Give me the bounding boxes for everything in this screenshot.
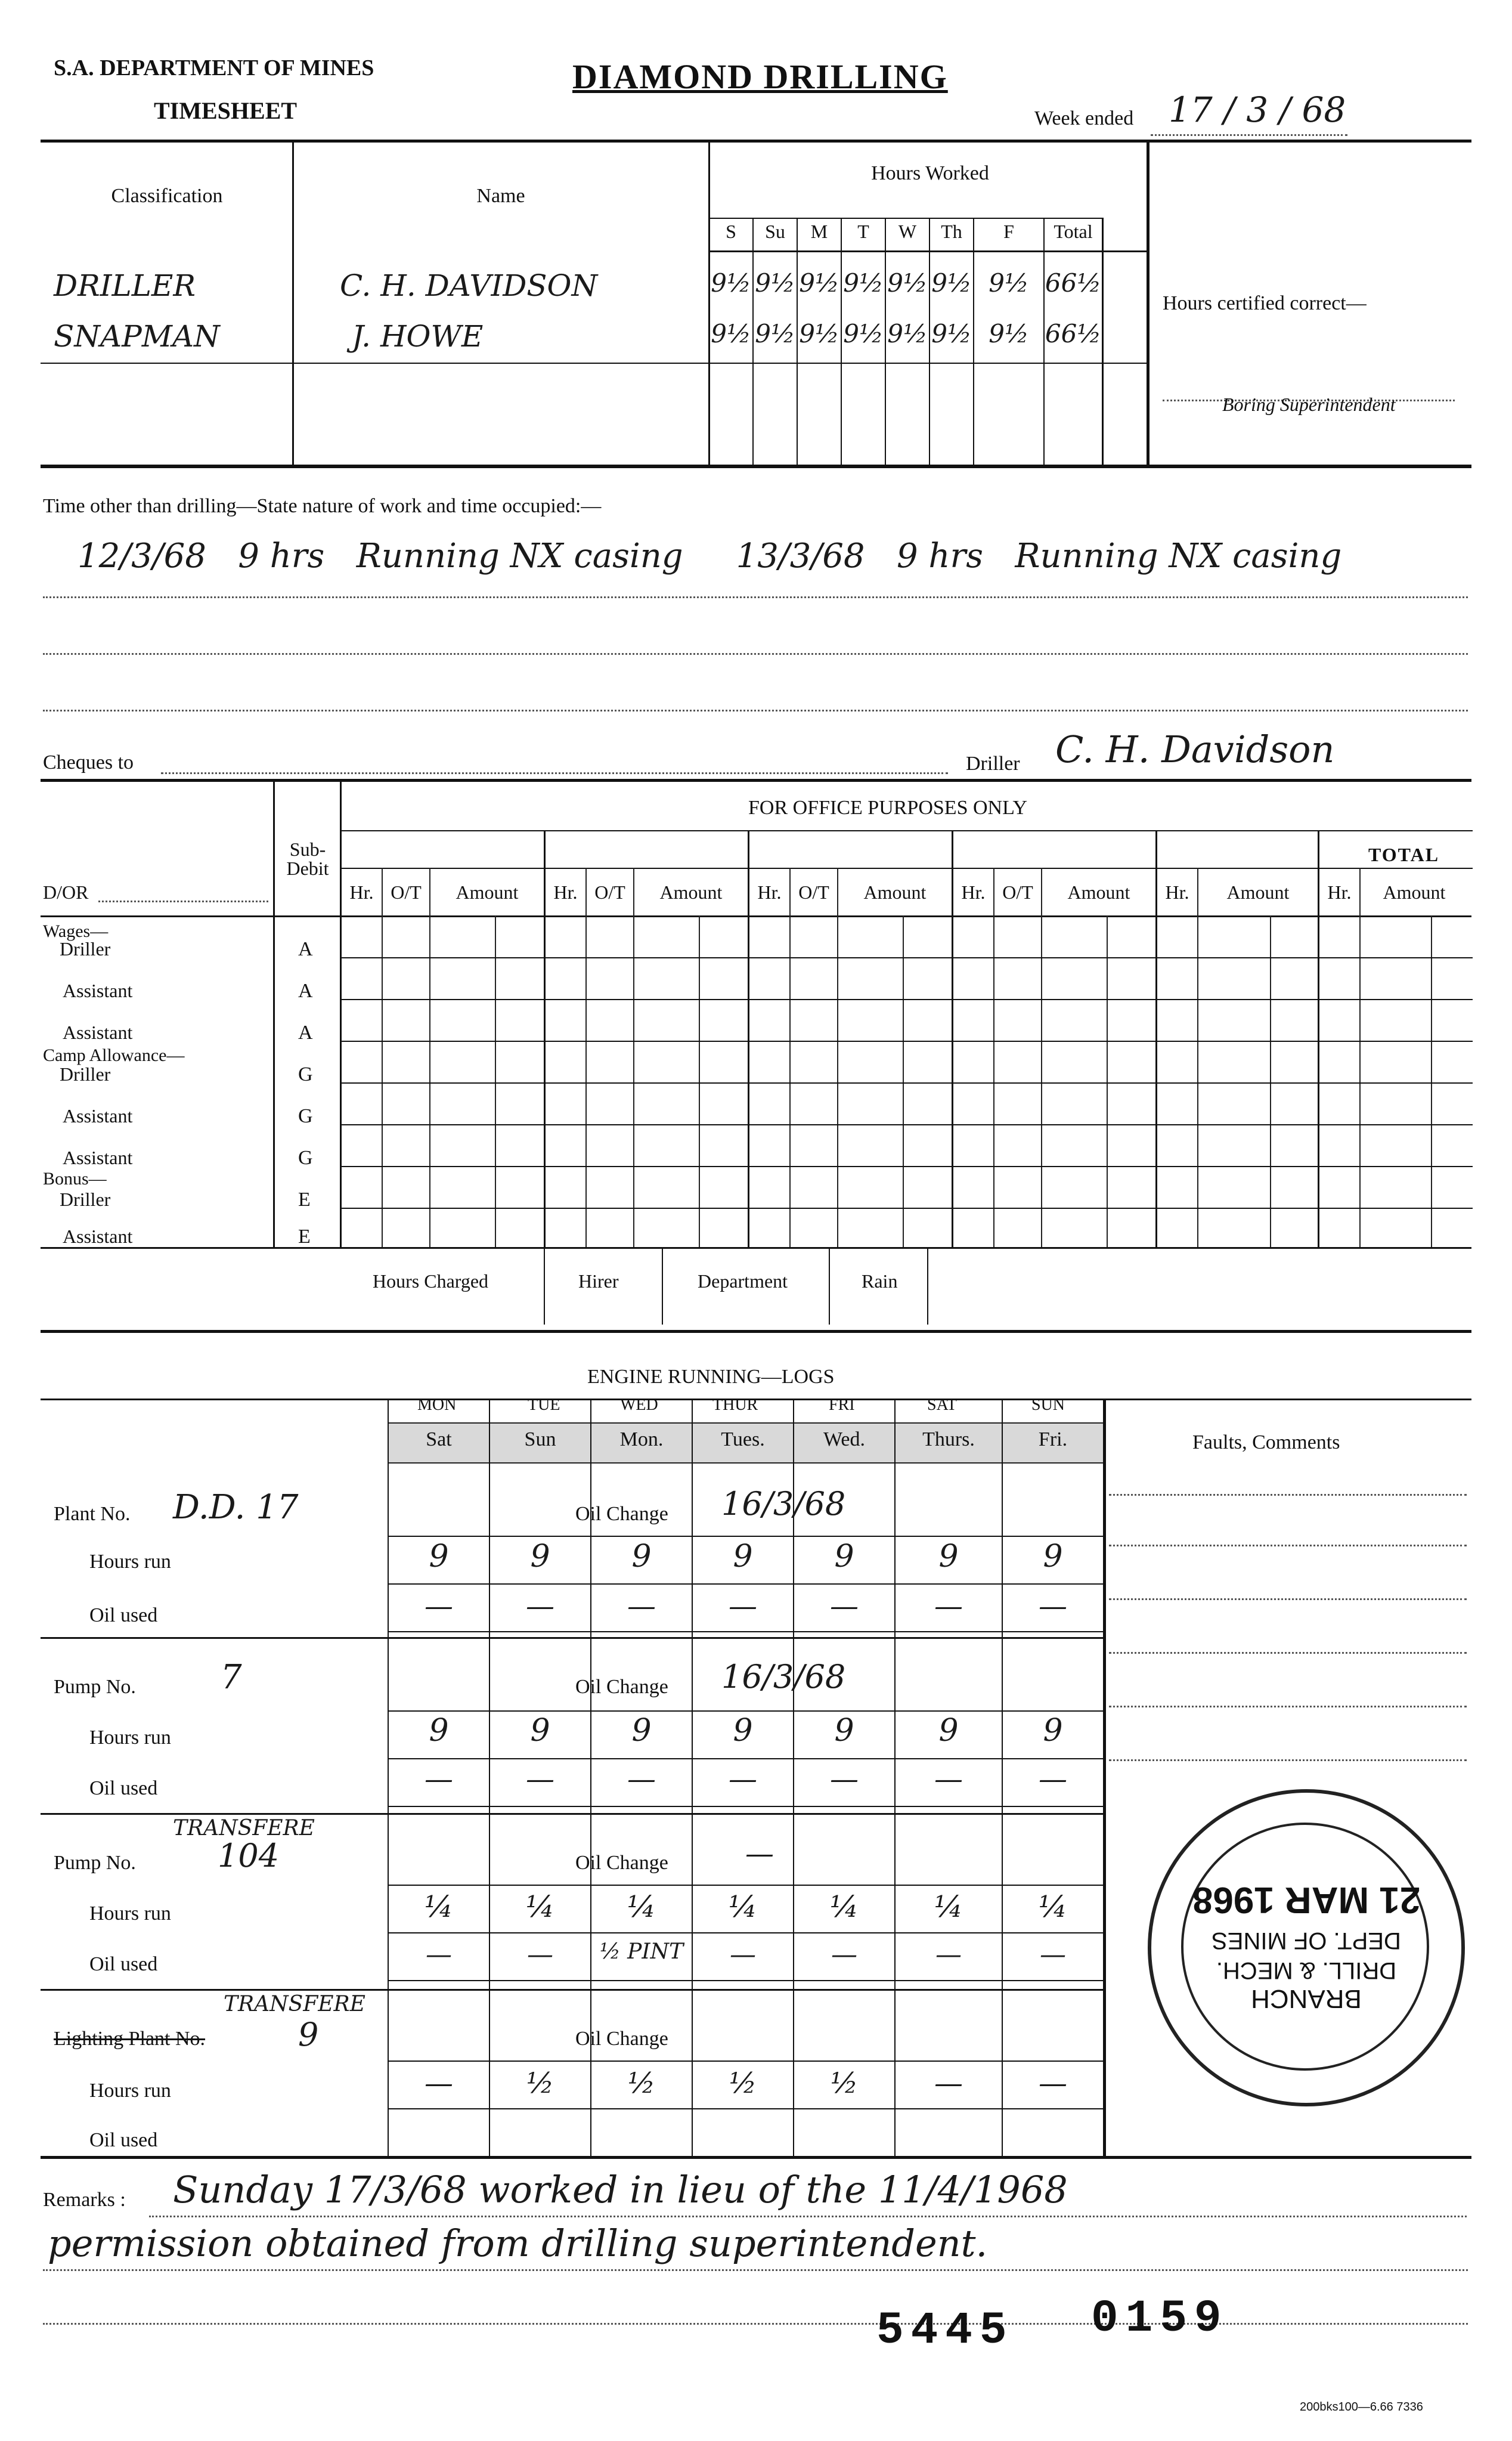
pump2-hours-wed: ¼ [829, 1889, 859, 1924]
hirer-label: Hirer [578, 1270, 619, 1292]
light-hours-label: Hours run [89, 2080, 171, 2102]
plant-oil-label: Oil used [89, 1604, 158, 1626]
written-day-7: SUN [1031, 1396, 1065, 1414]
day-sat: Sat [426, 1428, 452, 1450]
dor-label: D/OR [43, 881, 89, 903]
pump2-hours-fri: ¼ [1038, 1889, 1068, 1924]
pump2-note: TRANSFERE [173, 1816, 315, 1840]
row1-classification: DRILLER [54, 268, 196, 303]
office-row-8-label: Assistant [63, 1226, 133, 1247]
pump2-hours-sat: ¼ [424, 1889, 454, 1924]
row1-hours-s: 9½ [711, 268, 751, 298]
pump2-hours-mon: ¼ [627, 1889, 656, 1924]
row1-hours-su: 9½ [755, 268, 795, 298]
office-row-3-label: Assistant [63, 1022, 133, 1043]
bonus-label: Bonus— [43, 1169, 107, 1189]
stamp-line3: BRANCH [1251, 1984, 1362, 2013]
plant-hours-fri: 9 [1043, 1539, 1063, 1574]
light-hours-thu: — [934, 2066, 963, 2100]
row2-hours-su: 9½ [755, 319, 795, 348]
pump2-value: 104 [218, 1837, 280, 1874]
office-row-4-code: G [298, 1063, 313, 1085]
divider-top [41, 140, 1471, 143]
office-row-1-code: A [298, 938, 313, 960]
day-s: S [726, 221, 736, 242]
light-hours-mon: ½ [627, 2066, 656, 2100]
hours-worked-label: Hours Worked [871, 162, 989, 184]
pump2-hours-thu: ¼ [934, 1889, 963, 1924]
form-title: DIAMOND DRILLING [572, 57, 948, 96]
written-day-6: SAT [927, 1396, 957, 1414]
hdr-amount-2: Amount [659, 881, 723, 903]
pump2-oil-change: — [745, 1837, 774, 1870]
hdr-amount-3: Amount [863, 881, 927, 903]
light-label: Lighting Plant No. [54, 2028, 206, 2050]
pump2-oil-label: Oil used [89, 1953, 158, 1975]
day-th: Th [941, 221, 962, 242]
plant-oil-change-label: Oil Change [575, 1503, 668, 1525]
week-ended-line [1151, 134, 1347, 136]
pump1-oil-mon: — [627, 1762, 656, 1796]
pump2-oil-wed: — [831, 1939, 857, 1970]
col-classification: Classification [111, 185, 223, 207]
pump2-oil-thu: — [935, 1939, 962, 1970]
written-day-2: TUE [528, 1396, 560, 1414]
hdr-ot-2: O/T [594, 881, 625, 903]
plant-oil-mon: — [627, 1589, 656, 1623]
cheques-label: Cheques to [43, 751, 134, 774]
row1-hours-f: 9½ [989, 268, 1029, 298]
day-su: Su [765, 221, 785, 242]
pump1-hours-sat: 9 [429, 1713, 449, 1749]
pump1-oil-tue: — [729, 1762, 757, 1796]
office-row-4-label: Driller [60, 1063, 111, 1085]
day-wed: Wed. [823, 1428, 865, 1450]
hdr-hr-4: Hr. [961, 881, 986, 903]
hdr-hr-5: Hr. [1165, 881, 1189, 903]
office-row-2-label: Assistant [63, 980, 133, 1001]
row2-hours-f: 9½ [989, 319, 1029, 348]
driller-signature: C. H. Davidson [1055, 728, 1335, 771]
camp-label: Camp Allowance— [43, 1045, 185, 1065]
row1-total: 66½ [1045, 268, 1102, 298]
row1-hours-th: 9½ [931, 268, 972, 298]
stamp-line1: DEPT. OF MINES [1212, 1928, 1401, 1954]
total-label: Total [1054, 221, 1093, 242]
stamp-line2: DRILL. & MECH. [1216, 1957, 1397, 1984]
written-day-4: THUR [712, 1396, 758, 1414]
light-hours-tue: ½ [729, 2066, 757, 2100]
remarks-text-1: Sunday 17/3/68 worked in lieu of the 11/4/1968 [173, 2168, 1068, 2211]
pump2-hours-label: Hours run [89, 1902, 171, 1925]
hdr-amount-5: Amount [1226, 881, 1290, 903]
pump1-hours-mon: 9 [631, 1713, 652, 1749]
pump1-hours-thu: 9 [938, 1713, 959, 1749]
light-oil-label: Oil used [89, 2129, 158, 2151]
row2-hours-t: 9½ [843, 319, 884, 348]
plant-hours-label: Hours run [89, 1551, 171, 1573]
light-hours-fri: — [1039, 2066, 1067, 2100]
row2-name: J. HOWE [352, 319, 484, 354]
pump2-label: Pump No. [54, 1852, 136, 1874]
row1-hours-t: 9½ [843, 268, 884, 298]
hdr-amount-4: Amount [1067, 881, 1130, 903]
office-row-6-code: G [298, 1147, 313, 1169]
print-code: 200bks100—6.66 7336 [1300, 2400, 1423, 2414]
rain-label: Rain [862, 1270, 898, 1292]
office-row-2-code: A [298, 980, 313, 1002]
day-m: M [810, 221, 828, 242]
pump2-oil-fri: — [1040, 1939, 1066, 1970]
received-stamp [1148, 1789, 1465, 2106]
pump2-oil-tue: — [730, 1939, 756, 1970]
superintendent-label: Boring Superintendent [1222, 394, 1396, 415]
stamp-date: 21 MAR 1968 [1192, 1879, 1421, 1920]
office-row-1-label: Driller [60, 938, 111, 960]
pump1-hours-fri: 9 [1043, 1713, 1063, 1749]
plant-oil-sat: — [425, 1589, 453, 1623]
pump1-value: 7 [221, 1658, 242, 1697]
plant-label: Plant No. [54, 1503, 131, 1525]
light-value: 9 [298, 2016, 319, 2053]
day-sun: Sun [524, 1428, 556, 1450]
row2-hours-m: 9½ [799, 319, 839, 348]
hdr-ot-3: O/T [798, 881, 829, 903]
plant-hours-tue: 9 [733, 1539, 753, 1574]
pump1-hours-tue: 9 [733, 1713, 753, 1749]
day-fri: Fri. [1038, 1428, 1068, 1450]
plant-oil-tue: — [729, 1589, 757, 1623]
office-row-3-code: A [298, 1022, 313, 1044]
plant-value: D.D. 17 [173, 1488, 299, 1527]
pump1-hours-label: Hours run [89, 1727, 171, 1749]
office-row-7-code: E [298, 1189, 311, 1211]
light-hours-sat: — [425, 2066, 453, 2100]
row2-hours-s: 9½ [711, 319, 751, 348]
pump1-oil-wed: — [830, 1762, 859, 1796]
row2-hours-th: 9½ [931, 319, 972, 348]
plant-oil-sun: — [526, 1589, 554, 1623]
row1-hours-m: 9½ [799, 268, 839, 298]
plant-hours-thu: 9 [938, 1539, 959, 1574]
pump2-hours-tue: ¼ [728, 1889, 758, 1924]
pump1-oil-thu: — [934, 1762, 963, 1796]
day-w: W [898, 221, 917, 242]
pump1-oil-change: 16/3/68 [721, 1658, 846, 1696]
plant-hours-mon: 9 [631, 1539, 652, 1574]
light-note: TRANSFERE [224, 1992, 365, 2016]
department-label: Department [698, 1270, 788, 1292]
row2-total: 66½ [1045, 319, 1102, 348]
written-day-1: MON [417, 1396, 457, 1414]
pump1-oil-label: Oil used [89, 1777, 158, 1799]
day-tues: Tues. [721, 1428, 765, 1450]
plant-oil-wed: — [830, 1589, 859, 1623]
day-t: T [857, 221, 869, 242]
pump2-oil-sat: — [426, 1939, 452, 1970]
pump1-hours-wed: 9 [834, 1713, 854, 1749]
plant-oil-change: 16/3/68 [721, 1485, 846, 1523]
row2-classification: SNAPMAN [54, 319, 220, 354]
row2-hours-w: 9½ [887, 319, 928, 348]
week-ended-label: Week ended [1034, 107, 1134, 129]
remarks-label: Remarks : [43, 2189, 126, 2211]
day-thurs: Thurs. [922, 1428, 975, 1450]
plant-hours-sun: 9 [530, 1539, 550, 1574]
pump2-oil-change-label: Oil Change [575, 1852, 668, 1874]
hdr-ot-4: O/T [1002, 881, 1033, 903]
hdr-hr-2: Hr. [553, 881, 578, 903]
row1-hours-w: 9½ [887, 268, 928, 298]
week-ended-value: 17 / 3 / 68 [1169, 89, 1346, 130]
pump1-oil-sun: — [526, 1762, 554, 1796]
hdr-hr-1: Hr. [349, 881, 374, 903]
light-hours-sun: ½ [526, 2066, 554, 2100]
department-name: S.A. DEPARTMENT OF MINES [54, 55, 374, 81]
row1-name: C. H. DAVIDSON [340, 268, 598, 303]
light-oil-change-label: Oil Change [575, 2028, 668, 2050]
wages-label: Wages— [43, 921, 109, 941]
pump1-oil-fri: — [1039, 1762, 1067, 1796]
faults-label: Faults, Comments [1192, 1431, 1340, 1453]
plant-hours-sat: 9 [429, 1539, 449, 1574]
pump2-hours-sun: ¼ [525, 1889, 555, 1924]
pump1-oil-sat: — [425, 1762, 453, 1796]
office-row-7-label: Driller [60, 1189, 111, 1210]
engine-heading: ENGINE RUNNING—LOGS [587, 1366, 835, 1388]
hdr-ot-1: O/T [391, 881, 422, 903]
office-row-5-code: G [298, 1105, 313, 1127]
pump1-hours-sun: 9 [530, 1713, 550, 1749]
certified-label: Hours certified correct— [1163, 292, 1367, 314]
written-day-5: FRI [829, 1396, 855, 1414]
pump1-oil-change-label: Oil Change [575, 1676, 668, 1698]
hdr-amount-6: Amount [1383, 881, 1446, 903]
other-time-entry: 12/3/68 9 hrs Running NX casing 13/3/68 9 hrs Running NX casing [78, 537, 1342, 576]
hdr-hr-3: Hr. [757, 881, 782, 903]
serial-number-b: 0159 [1091, 2293, 1229, 2344]
office-row-6-label: Assistant [63, 1147, 133, 1168]
total-col-label: TOTAL [1368, 844, 1440, 865]
hdr-amount-1: Amount [456, 881, 519, 903]
pump2-oil-mon: ½ PINT [599, 1939, 684, 1964]
plant-oil-fri: — [1039, 1589, 1067, 1623]
day-mon: Mon. [619, 1428, 664, 1450]
day-f: F [1003, 221, 1014, 242]
plant-oil-thu: — [934, 1589, 963, 1623]
serial-number-a: 5445 [876, 2305, 1014, 2356]
written-day-3: WED [620, 1396, 658, 1414]
office-heading: FOR OFFICE PURPOSES ONLY [748, 797, 1027, 819]
form-subtitle: TIMESHEET [154, 97, 298, 124]
driller-label: Driller [966, 753, 1020, 775]
plant-hours-wed: 9 [834, 1539, 854, 1574]
office-row-8-code: E [298, 1226, 311, 1248]
light-hours-wed: ½ [830, 2066, 859, 2100]
hours-charged-label: Hours Charged [373, 1270, 489, 1292]
hdr-hr-6: Hr. [1327, 881, 1352, 903]
remarks-text-2: permission obtained from drilling superintendent. [48, 2222, 988, 2265]
office-row-5-label: Assistant [63, 1105, 133, 1127]
sub-debit-label: Sub-Debit [286, 839, 329, 879]
pump2-oil-sun: — [527, 1939, 553, 1970]
col-name: Name [476, 185, 525, 207]
other-time-label: Time other than drilling—State nature of work and time occupied:— [43, 495, 602, 517]
pump1-label: Pump No. [54, 1676, 136, 1698]
